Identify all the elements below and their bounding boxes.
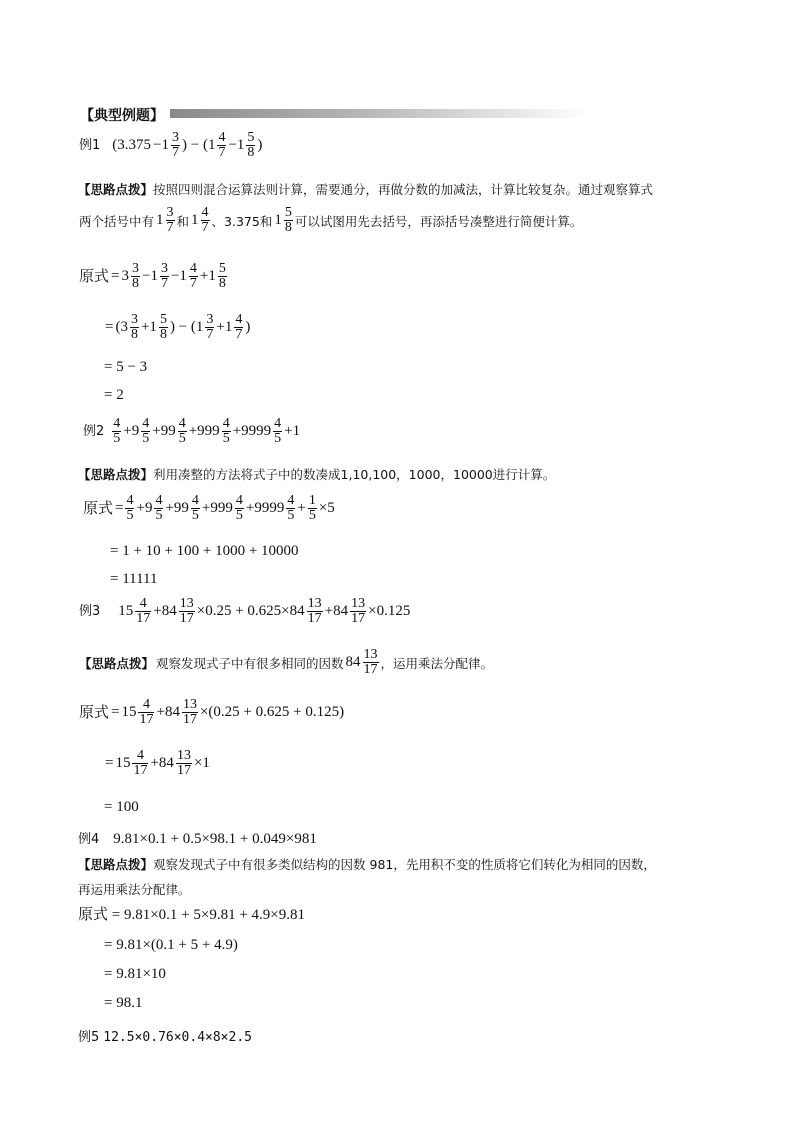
fraction: $\frac{4}{5}$ <box>235 493 243 523</box>
example-1-problem: 例1 (3.375 −1 $\frac{3}{7}$ ) − (1 $\frac{4}{7}$ −1 $\frac{5}{8}$ ) <box>79 130 263 160</box>
fraction: $\frac{4}{5}$ <box>155 493 163 523</box>
fraction: $\frac{13}{17}$ <box>351 596 366 626</box>
fraction: $\frac{3}{7}$ <box>206 312 214 342</box>
example-1-solution-step-2: = (3 $\frac{3}{8}$ +1 $\frac{5}{8}$ ) − (1 $\frac{3}{7}$ +1 $\frac{4}{7}$ ) <box>105 312 251 342</box>
example-2-label: 例2 <box>83 424 105 439</box>
fraction: $\frac{3}{7}$ <box>166 205 174 235</box>
fraction: $\frac{4}{7}$ <box>201 205 209 235</box>
example-4-solution-step-4: = 98.1 <box>104 995 143 1011</box>
example-3-solution-step-1: 原式 = 15 $\frac{4}{17}$ +84 $\frac{13}{17}$ ×(0.25 + 0.625 + 0.125) <box>79 697 345 727</box>
fraction: $\frac{3}{7}$ <box>172 130 179 160</box>
fraction: $\frac{3}{8}$ <box>130 312 138 342</box>
fraction: $\frac{4}{17}$ <box>139 697 154 727</box>
fraction: $\frac{4}{17}$ <box>133 748 148 778</box>
example-3-problem: 例3 15 $\frac{4}{17}$ +84 $\frac{13}{17}$ ×0.25 + 0.625×84 $\frac{13}{17}$ +84 $\frac{13}{17}$ ×0.125 <box>79 596 411 626</box>
fraction: $\frac{13}{17}$ <box>179 596 194 626</box>
fraction: $\frac{3}{7}$ <box>160 261 168 291</box>
example-4-hint-line-1: 【思路点拨】观察发现式子中有很多类似结构的因数 981，先用积不变的性质将它们转化为相同的因数， <box>78 857 656 872</box>
example-1-solution-step-4: = 2 <box>104 387 124 403</box>
example-2-solution-step-3: = 11111 <box>110 571 158 587</box>
fraction: $\frac{1}{5}$ <box>308 493 316 523</box>
example-5-problem: 例5 12.5×0.76×0.4×8×2.5 <box>78 1030 252 1045</box>
fraction: $\frac{4}{5}$ <box>126 493 134 523</box>
fraction: $\frac{5}{8}$ <box>284 205 292 235</box>
fraction: $\frac{4}{5}$ <box>142 416 150 446</box>
example-2-hint: 【思路点拨】利用凑整的方法将式子中的数凑成1,10,100，1000，10000进行计算。 <box>78 467 556 482</box>
example-3-label: 例3 <box>79 604 101 619</box>
example-1-solution-step-1: 原式 = 3 $\frac{3}{8}$ −1 $\frac{3}{7}$ −1 $\frac{4}{7}$ +1 $\frac{5}{8}$ <box>79 261 226 291</box>
fraction: $\frac{4}{5}$ <box>113 416 121 446</box>
fraction: $\frac{4}{5}$ <box>178 416 186 446</box>
fraction: $\frac{4}{5}$ <box>287 493 295 523</box>
example-3-solution-step-2: = 15 $\frac{4}{17}$ +84 $\frac{13}{17}$ ×1 <box>105 748 210 778</box>
hint-tag: 【思路点拨】 <box>79 655 155 671</box>
fraction: $\frac{4}{7}$ <box>189 261 197 291</box>
fraction: $\frac{13}{17}$ <box>182 697 197 727</box>
fraction: $\frac{4}{5}$ <box>191 493 199 523</box>
fraction: $\frac{13}{17}$ <box>307 596 322 626</box>
example-4-solution-step-3: = 9.81×10 <box>104 966 166 982</box>
example-4-solution-step-2: = 9.81×(0.1 + 5 + 4.9) <box>104 937 238 953</box>
example-4-hint-line-2: 再运用乘法分配律。 <box>78 882 191 897</box>
example-2-problem: 例2 $\frac{4}{5}$ +9 $\frac{4}{5}$ +99 $\frac{4}{5}$ +999 $\frac{4}{5}$ +9999 $\frac{4}{5}$ +1 <box>83 416 301 446</box>
hint-tag: 【思路点拨】 <box>78 182 154 197</box>
example-1-label: 例1 <box>79 138 101 153</box>
example-1-hint-line-1: 【思路点拨】按照四则混合运算法则计算，需要通分，再做分数的加减法，计算比较复杂。通过观察算式 <box>78 182 654 197</box>
example-4-solution-step-1: 原式 = 9.81×0.1 + 5×9.81 + 4.9×9.81 <box>78 907 306 923</box>
fraction: $\frac{3}{8}$ <box>131 261 139 291</box>
example-5-label: 例5 <box>78 1030 100 1045</box>
example-1-solution-step-3: = 5 − 3 <box>104 359 148 375</box>
example-2-solution-step-1: 原式 = $\frac{4}{5}$ +9 $\frac{4}{5}$ +99 $\frac{4}{5}$ +999 $\frac{4}{5}$ +9999 $\frac{4}{5}$ + $\frac{1}{5}$ ×5 <box>83 493 335 523</box>
fraction: $\frac{4}{5}$ <box>222 416 230 446</box>
section-title-bar <box>170 109 590 118</box>
section-title: 【典型例题】 <box>80 108 164 124</box>
fraction: $\frac{4}{7}$ <box>218 130 226 160</box>
fraction: $\frac{13}{17}$ <box>176 748 191 778</box>
fraction: $\frac{5}{8}$ <box>159 312 167 342</box>
hint-tag: 【思路点拨】 <box>78 467 154 482</box>
example-4-label: 例4 <box>78 832 100 847</box>
hint-tag: 【思路点拨】 <box>78 857 154 872</box>
fraction: $\frac{5}{8}$ <box>247 130 255 160</box>
fraction: $\frac{4}{17}$ <box>136 596 151 626</box>
example-3-hint: 【思路点拨】 观察发现式子中有很多相同的因数 84 $\frac{13}{17}$ ，运用乘法分配律。 <box>79 647 494 677</box>
example-3-solution-step-3: = 100 <box>104 799 139 815</box>
fraction: $\frac{13}{17}$ <box>363 647 378 677</box>
fraction: $\frac{5}{8}$ <box>218 261 226 291</box>
example-2-solution-step-2: = 1 + 10 + 100 + 1000 + 10000 <box>110 543 299 559</box>
example-4-problem: 例4 9.81×0.1 + 0.5×98.1 + 0.049×981 <box>78 831 317 847</box>
example-1-hint-line-2: 两个括号中有 1 $\frac{3}{7}$ 和 1 $\frac{4}{7}$ 、3.375和 1 $\frac{5}{8}$ 可以试图用先去括号，再添括号凑整进行简便计算。 <box>79 205 583 235</box>
fraction: $\frac{4}{7}$ <box>235 312 243 342</box>
fraction: $\frac{4}{5}$ <box>274 416 282 446</box>
